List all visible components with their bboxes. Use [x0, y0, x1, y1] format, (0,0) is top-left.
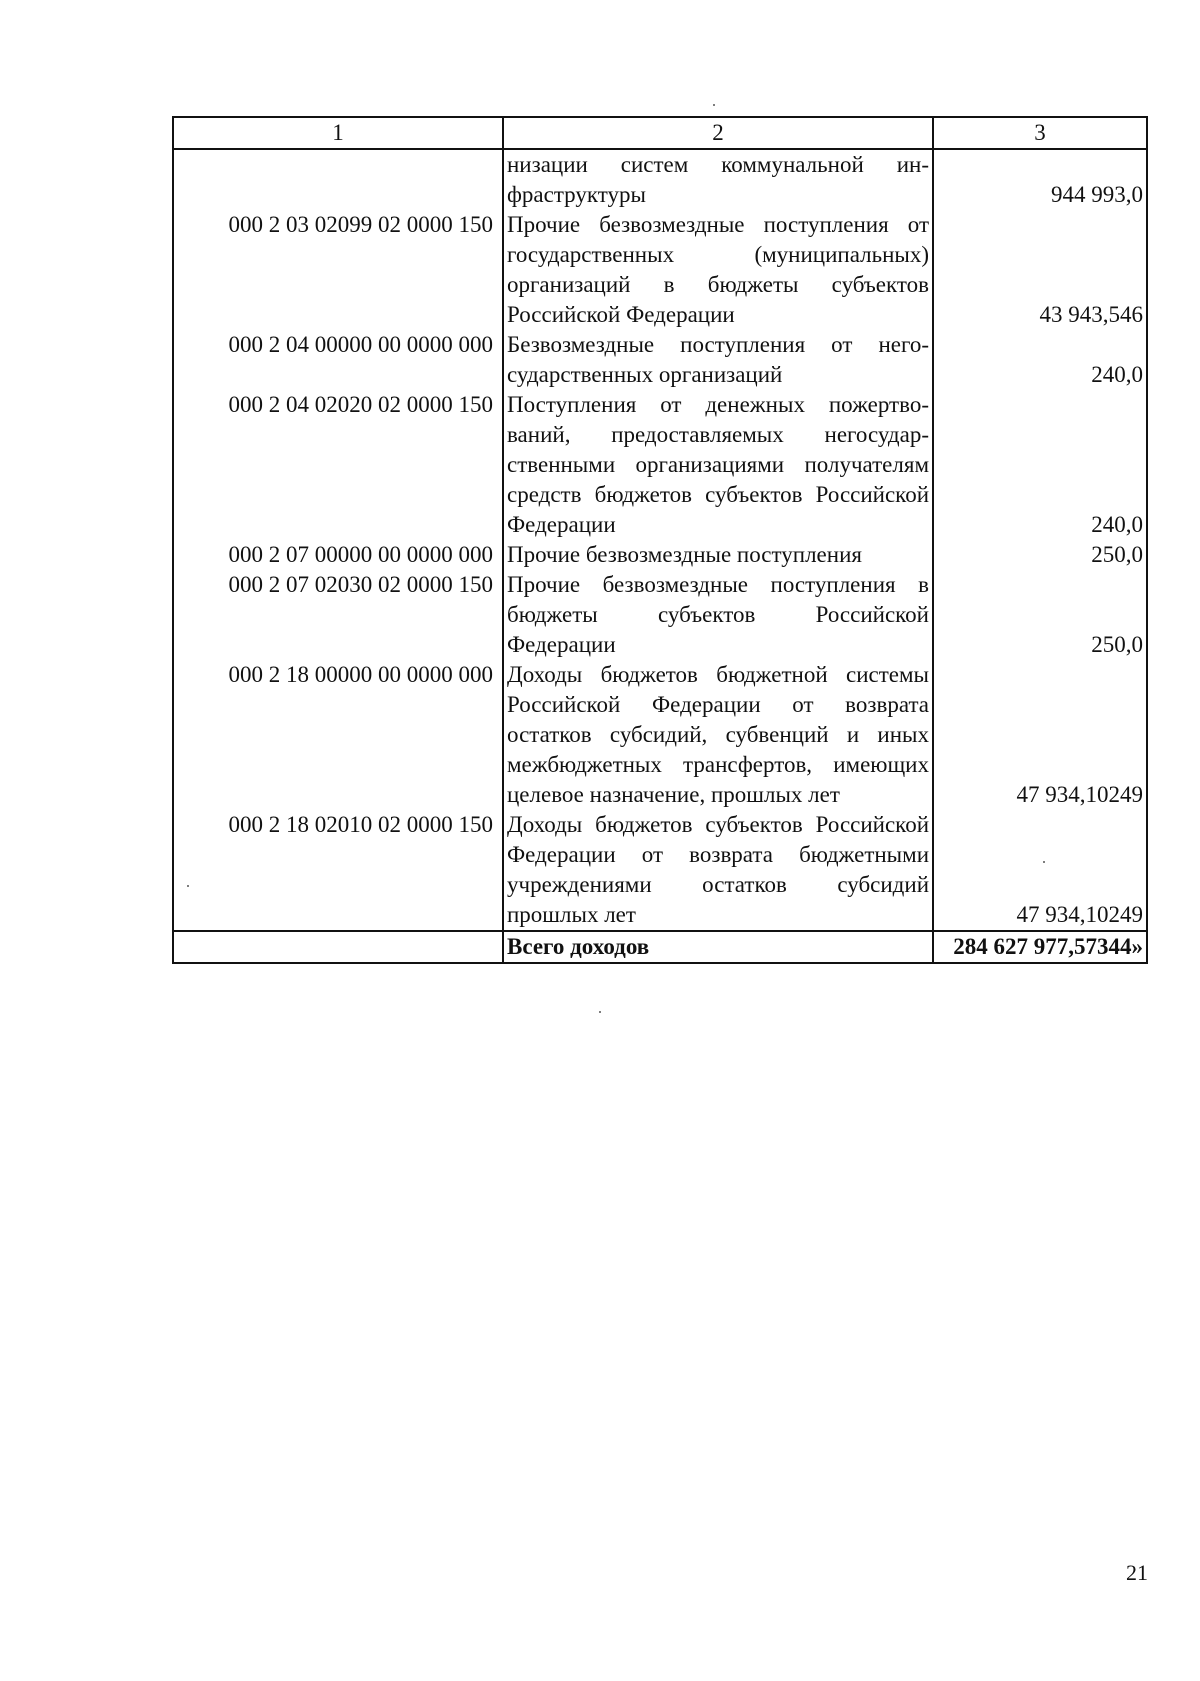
row-amount: 240,0: [933, 390, 1147, 540]
total-code-cell: [173, 931, 503, 963]
table-row: [173, 810, 1147, 931]
row-description: Прочие безвозмездные поступления от государственных (муниципальных) организаций в бюджеты субъектов Российской Федерации: [503, 210, 933, 330]
scan-speck: [1043, 861, 1045, 863]
row-amount: 47 934,10249: [933, 660, 1147, 810]
header-row: [173, 117, 1147, 149]
table-row: [173, 149, 1147, 210]
row-description: Прочие безвозмездные поступления в бюджеты субъектов Российской Федерации: [503, 570, 933, 660]
row-amount: 944 993,0: [933, 149, 1147, 210]
row-amount: 43 943,546: [933, 210, 1147, 330]
scan-speck: [187, 885, 189, 887]
table-row: [173, 570, 1147, 660]
row-code: [173, 149, 503, 210]
row-code: 000 2 07 00000 00 0000 000: [173, 540, 503, 570]
row-description: низации систем коммунальной инфраструктуры: [503, 149, 933, 210]
row-description: Прочие безвозмездные поступления: [503, 540, 933, 570]
row-amount: 47 934,10249: [933, 810, 1147, 931]
total-row: [173, 931, 1147, 963]
row-amount: 250,0: [933, 540, 1147, 570]
row-amount: 240,0: [933, 330, 1147, 390]
table-row: [173, 390, 1147, 540]
page-number: 21: [1126, 1560, 1148, 1585]
header-cell-code: 1: [173, 117, 503, 149]
row-code: 000 2 04 00000 00 0000 000: [173, 330, 503, 390]
row-description: Доходы бюджетов субъектов Российской Федерации от возврата бюджетными учреждениями остатков субсидий прошлых лет: [503, 810, 933, 931]
revenue-table: [172, 116, 1148, 964]
scan-speck: [713, 104, 715, 106]
row-code: 000 2 18 02010 02 0000 150: [173, 810, 503, 931]
table-row: [173, 210, 1147, 330]
header-cell-amount: 3: [933, 117, 1147, 149]
row-code: 000 2 03 02099 02 0000 150: [173, 210, 503, 330]
table-row: [173, 540, 1147, 570]
total-label: Всего доходов: [503, 931, 933, 963]
row-description: Доходы бюджетов бюджетной системы Российской Федерации от возврата остатков субсидий, субвенций и иных межбюджетных трансфертов, имеющих целевое назначение, прошлых лет: [503, 660, 933, 810]
table-row: [173, 660, 1147, 810]
row-description: Поступления от денежных пожертвований, предоставляемых негосударственными организациями получателям средств бюджетов субъектов Российской Федерации: [503, 390, 933, 540]
header-cell-description: 2: [503, 117, 933, 149]
table-row: [173, 330, 1147, 390]
row-code: 000 2 04 02020 02 0000 150: [173, 390, 503, 540]
total-amount: 284 627 977,57344»: [933, 931, 1147, 963]
row-code: 000 2 18 00000 00 0000 000: [173, 660, 503, 810]
row-description: Безвозмездные поступления от негосударственных организаций: [503, 330, 933, 390]
row-amount: 250,0: [933, 570, 1147, 660]
row-code: 000 2 07 02030 02 0000 150: [173, 570, 503, 660]
scan-speck: [599, 1011, 601, 1013]
